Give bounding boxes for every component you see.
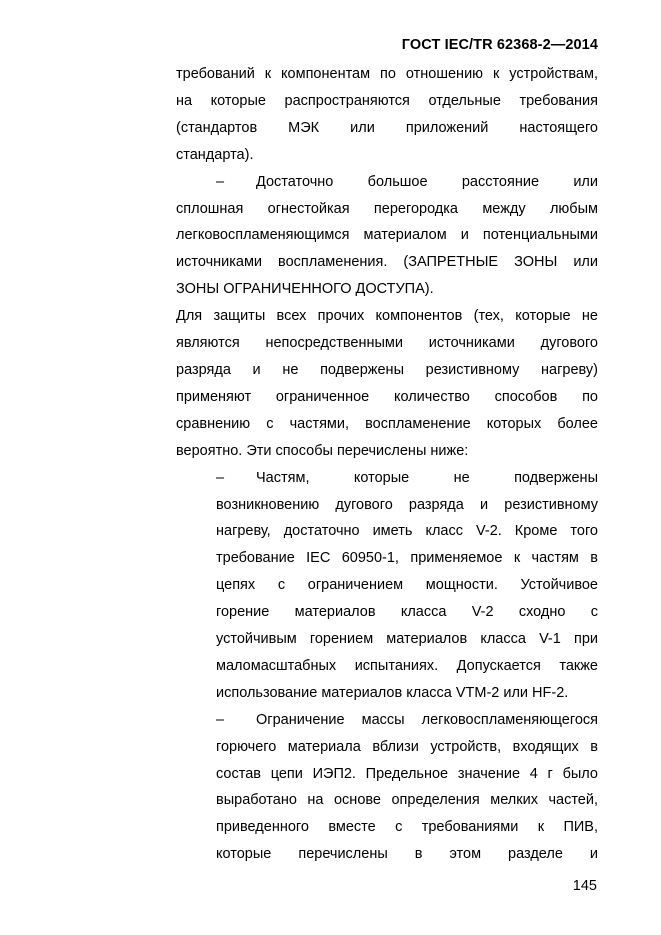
text-line: требование IEC 60950-1, применяемое к частям в [216, 550, 598, 567]
text-line: сплошная огнестойкая перегородка между любым [176, 200, 598, 217]
text-line-content: Частям, которые не подвержены [256, 469, 598, 486]
text-line: приведенного вместе с требованиями к ПИВ, [216, 819, 598, 836]
text-line: сравнению с частями, воспламенение которых более [176, 415, 598, 432]
text-line: состав цепи ИЭП2. Предельное значение 4 г было [216, 765, 598, 782]
paragraph-requirements [176, 61, 598, 169]
text-line: маломасштабных испытаниях. Допускается также [216, 657, 598, 674]
text-line: Для защиты всех прочих компонентов (тех, которые не [176, 308, 598, 325]
text-line: являются непосредственными источниками дугового [176, 335, 598, 352]
dash-marker: – [216, 469, 225, 486]
text-line: стандарта). [176, 146, 254, 163]
document-header: ГОСТ IEC/TR 62368-2—2014 [401, 37, 598, 53]
text-line: вероятно. Эти способы перечислены ниже: [176, 442, 469, 459]
list-item-separation [176, 169, 598, 304]
text-line: (стандартов МЭК или приложений настоящего [176, 119, 598, 136]
dash-marker: – [216, 711, 225, 728]
text-line-content: Достаточно большое расстояние или [256, 173, 598, 190]
text-line-content: Ограничение массы легковоспламеняющегося [256, 711, 598, 728]
text-line: использование материалов класса VTM-2 или HF-2. [216, 684, 569, 701]
text-line [216, 465, 598, 492]
text-line: возникновению дугового разряда и резистивному [216, 496, 598, 513]
text-line: ЗОНЫ ОГРАНИЧЕННОГО ДОСТУПА). [176, 281, 434, 298]
paragraph-protection [176, 303, 598, 464]
text-line: легковоспламеняющимся материалом и потенциальными [176, 227, 598, 244]
list-item-mass-limit [216, 707, 598, 868]
text-line: применяют ограниченное количество способов по [176, 388, 598, 405]
text-line: нагреву, достаточно иметь класс V-2. Кроме того [216, 523, 598, 540]
page-body [176, 61, 598, 868]
text-line: на которые распространяются отдельные требования [176, 92, 598, 109]
text-line [216, 707, 598, 734]
text-line: источниками воспламенения. (ЗАПРЕТНЫЕ ЗОНЫ или [176, 254, 598, 271]
text-line: горючего материала вблизи устройств, входящих в [216, 738, 598, 755]
text-line: выработано на основе определения мелких частей, [216, 792, 598, 809]
text-line: которые перечислены в этом разделе и [216, 846, 598, 863]
text-line: устойчивым горением материалов класса V-1 при [216, 631, 598, 648]
dash-marker: – [216, 173, 225, 190]
list-item-class-v2 [216, 465, 598, 707]
methods-list [216, 465, 598, 869]
text-line: горение материалов класса V-2 сходно с [216, 604, 598, 621]
page-number: 145 [572, 878, 597, 894]
text-line: разряда и не подвержены резистивному нагреву) [176, 361, 598, 378]
text-line: цепях с ограничением мощности. Устойчивое [216, 577, 598, 594]
text-line: требований к компонентам по отношению к устройствам, [176, 66, 598, 82]
text-line [176, 169, 598, 196]
